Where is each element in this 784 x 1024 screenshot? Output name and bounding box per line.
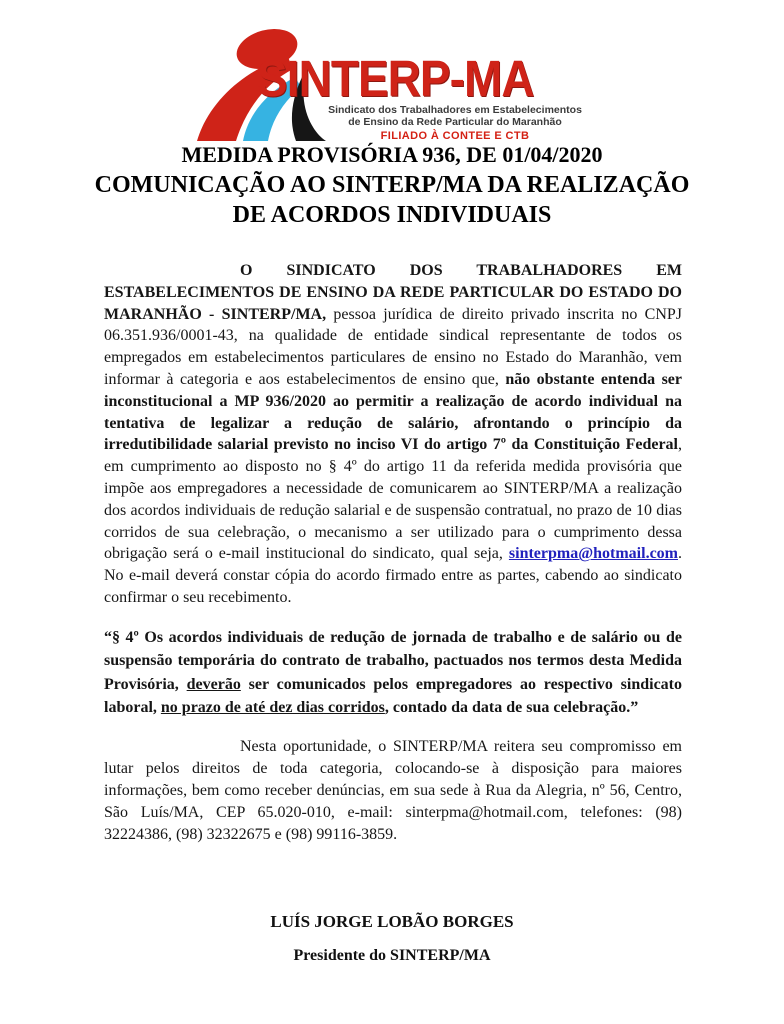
text-segment: deverão	[186, 675, 241, 693]
signature-role: Presidente do SINTERP/MA	[293, 947, 491, 964]
logo-subtitle	[280, 104, 630, 142]
text-segment: O SINDICATO DOS TRABALHADORES EM ESTABELECIMENTOS DE ENSINO DA REDE PARTICULAR DO ESTADO DO MARANHÃO - SINTERP/MA,	[104, 262, 682, 323]
text-segment: , em cumprimento ao disposto no § 4º do artigo 11 da referida medida provisória que impõe aos empregadores a necessidade de comunicarem ao SINTERP/MA a realização dos acordos individuais de redução salarial e de suspensão contratual, no prazo de 10 dias corridos de sua celebração, o mecanismo a ser utilizado para o cumprimento dessa obrigação será o e-mail institucional do sindicato, qual seja,	[104, 436, 682, 563]
logo-subtitle-line2: de Ensino da Rede Particular do Maranhão	[348, 116, 562, 128]
paragraph-quote	[104, 626, 682, 720]
email-link[interactable]: sinterpma@hotmail.com	[508, 545, 678, 563]
text-segment: Nesta oportunidade, o SINTERP/MA reitera seu compromisso em lutar pelos direitos de toda categoria, colocando-se à disposição para maiores informações, bem como receber denúncias, em sua sede à Rua da Alegria, nº 56, Centro, São Luís/MA, CEP 65.020-010, e-mail: sinterpma@hotmail.com, telefones: (98) 32224386, (98) 32322675 e (98) 99116-3859.	[104, 738, 682, 843]
title-line1: MEDIDA PROVISÓRIA 936, DE 01/04/2020	[181, 142, 603, 167]
text-segment: ser comunicados pelos empregadores ao respectivo sindicato laboral,	[104, 675, 682, 716]
paragraph-intro	[104, 260, 682, 609]
logo-affiliation: FILIADO À CONTEE E CTB	[380, 130, 530, 142]
document-title	[0, 140, 784, 230]
title-line2: COMUNICAÇÃO AO SINTERP/MA DA REALIZAÇÃO	[94, 172, 690, 198]
logo-brand-text: SINTERP-MA	[257, 50, 534, 107]
document-body	[104, 260, 682, 845]
text-segment: pessoa jurídica de direito privado inscrita no CNPJ 06.351.936/0001-43, na qualidade de entidade sindical representante de todos os empregados em estabelecimentos particulares de ensino no Estado do Maranhão, vem informar à categoria e aos estabelecimentos de ensino que,	[104, 305, 682, 388]
paragraph-closing	[104, 736, 682, 845]
text-segment: no prazo de até dez dias corridos	[160, 698, 385, 716]
signature-name: LUÍS JORGE LOBÃO BORGES	[270, 912, 514, 931]
text-segment: “§ 4º Os acordos individuais de redução de jornada de trabalho e de salário ou de suspensão temporária do contrato de trabalho, pactuados nos termos desta Medida Provisória,	[104, 628, 682, 693]
text-segment: , contado da data de sua celebração.”	[384, 698, 639, 716]
text-segment: não obstante entenda ser inconstitucional a MP 936/2020 ao permitir a realização de acordo individual na tentativa de legalizar a redução de salário, afrontando o princípio da irredutibilidade salarial previsto no inciso VI do artigo 7º da Constituição Federal	[104, 370, 682, 454]
title-line3: DE ACORDOS INDIVIDUAIS	[232, 202, 552, 228]
logo-subtitle-line1: Sindicato dos Trabalhadores em Estabelecimentos	[328, 104, 582, 116]
text-segment: . No e-mail deverá constar cópia do acordo firmado entre as partes, cabendo ao sindicato confirmar o seu recebimento.	[104, 545, 682, 606]
signature-block	[0, 911, 784, 967]
